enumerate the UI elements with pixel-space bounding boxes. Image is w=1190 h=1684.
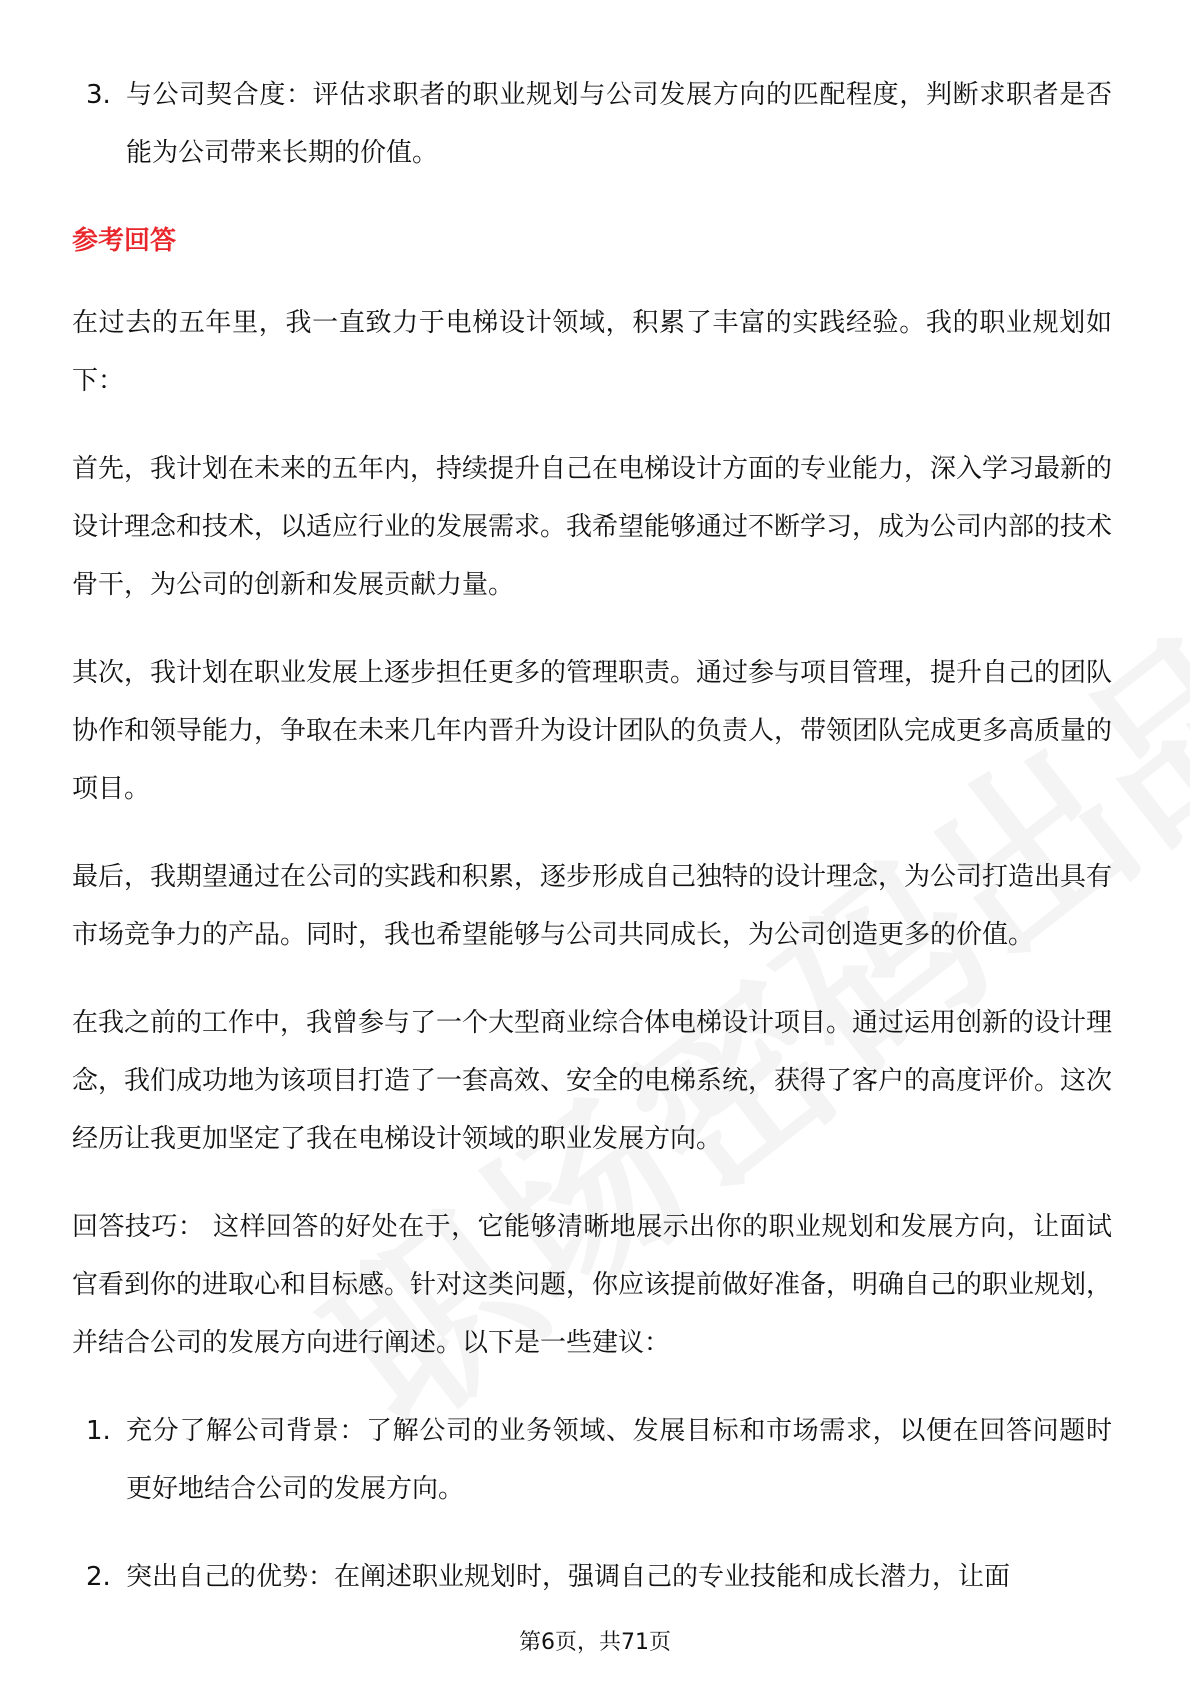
list-item-text: 在阐述职业规划时，强调自己的专业技能和成长潜力，让面: [334, 1562, 1011, 1592]
paragraph-first: 首先，我计划在未来的五年内，持续提升自己在电梯设计方面的专业能力，深入学习最新的设计理念和技术，以适应行业的发展需求。我希望能够通过不断学习，成为公司内部的技术骨干，为公司的创新和发展贡献力量。: [72, 454, 1113, 600]
document-content: [72, 66, 1112, 1636]
list-item-strengths: [72, 1548, 1112, 1606]
paragraph-second: 其次，我计划在职业发展上逐步担任更多的管理职责。通过参与项目管理，提升自己的团队协作和领导能力，争取在未来几年内晋升为设计团队的负责人，带领团队完成更多高质量的项目。: [72, 658, 1113, 804]
list-item-text: 了解公司的业务领域、发展目标和市场需求，以便在回答问题时更好地结合公司的发展方向。: [126, 1416, 1112, 1504]
answer-heading: 参考回答: [72, 226, 177, 256]
list-number: 3.: [86, 80, 111, 110]
paragraph-experience: 在我之前的工作中，我曾参与了一个大型商业综合体电梯设计项目。通过运用创新的设计理念，我们成功地为该项目打造了一套高效、安全的电梯系统，获得了客户的高度评价。这次经历让我更加坚定了我在电梯设计领域的职业发展方向。: [72, 1008, 1113, 1154]
list-item-company-background: [72, 1402, 1112, 1518]
paragraph-tips: 回答技巧： 这样回答的好处在于，它能够清晰地展示出你的职业规划和发展方向，让面试官看到你的进取心和目标感。针对这类问题，你应该提前做好准备，明确自己的职业规划，并结合公司的发展方向进行阐述。以下是一些建议：: [72, 1212, 1113, 1358]
list-item-text: 评估求职者的职业规划与公司发展方向的匹配程度，判断求职者是否能为公司带来长期的价值。: [126, 80, 1112, 168]
paragraph-finally: 最后，我期望通过在公司的实践和积累，逐步形成自己独特的设计理念，为公司打造出具有市场竞争力的产品。同时，我也希望能够与公司共同成长，为公司创造更多的价值。: [72, 862, 1113, 950]
page-footer: 第6页，共71页: [519, 1630, 671, 1655]
list-item-title: 与公司契合度：: [126, 80, 313, 110]
list-number: 1.: [86, 1416, 111, 1446]
list-number: 2.: [86, 1562, 111, 1592]
list-item-company-fit: [72, 66, 1112, 182]
list-item-title: 突出自己的优势：: [126, 1562, 335, 1592]
list-item-title: 充分了解公司背景：: [126, 1416, 366, 1446]
paragraph-intro: 在过去的五年里，我一直致力于电梯设计领域，积累了丰富的实践经验。我的职业规划如下：: [72, 308, 1112, 396]
